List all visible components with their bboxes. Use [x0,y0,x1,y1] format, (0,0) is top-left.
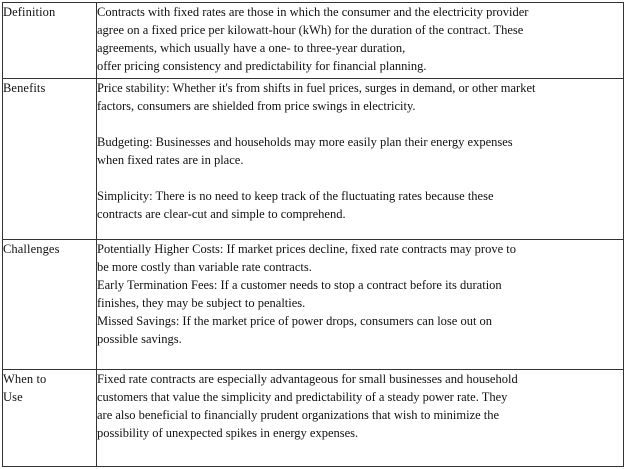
row-label-when-to-use [3,369,97,466]
text-line: agree on a fixed price per kilowatt-hour (kWh) for the duration of the contract. These [97,23,524,37]
text-line: Missed Savings: If the market price of power drops, consumers can lose out on [97,313,493,328]
table-row-benefits [3,79,624,239]
row-label-challenges [3,239,97,369]
text-line: Simplicity: There is no need to keep track of the fluctuating rates because these [97,189,494,204]
text-line: be more costly than variable rate contracts. [97,259,312,274]
row-label-definition [3,3,97,79]
text-line: possible savings. [97,331,182,346]
paragraph-spacer [97,169,623,187]
table-row-challenges [3,239,624,369]
table-row-definition [3,3,624,79]
text-line: Early Termination Fees: If a customer needs to stop a contract before its duration [97,277,502,292]
text-line: are also beneficial to financially prudent organizations that wish to minimize the [97,407,500,422]
row-content-benefits [97,79,624,239]
table-row-when-to-use [3,369,624,466]
text-line: Fixed rate contracts are especially advantageous for small businesses and household [97,371,518,386]
text-line: agreements, which usually have a one- to three-year duration, [97,41,406,55]
text-line: finishes, they may be subject to penalties. [97,295,306,310]
text-line: possibility of unexpected spikes in energy expenses. [97,425,359,440]
text-line: contracts are clear-cut and simple to comprehend. [97,207,346,222]
row-label-text: Challenges [3,241,60,256]
row-label-text: Use [3,389,23,404]
text-line: Contracts with fixed rates are those in which the consumer and the electricity provider [97,5,529,19]
fixed-rate-contracts-table [2,2,624,467]
text-line: customers that value the simplicity and predictability of a steady power rate. They [97,389,508,404]
row-label-text: When to [3,371,47,386]
row-label-text: Definition [3,5,56,19]
row-label-benefits [3,79,97,239]
row-content-when-to-use [97,369,624,466]
paragraph-spacer [97,115,623,133]
text-line: Potentially Higher Costs: If market prices decline, fixed rate contracts may prove to [97,241,516,256]
text-line: offer pricing consistency and predictability for financial planning. [97,59,427,73]
text-line: Price stability: Whether it's from shifts in fuel prices, surges in demand, or other market [97,81,536,96]
text-line: Budgeting: Businesses and households may more easily plan their energy expenses [97,135,513,150]
row-content-challenges [97,239,624,369]
text-line: when fixed rates are in place. [97,153,244,168]
text-line: factors, consumers are shielded from price swings in electricity. [97,99,416,114]
row-label-text: Benefits [3,81,46,96]
row-content-definition [97,3,624,79]
